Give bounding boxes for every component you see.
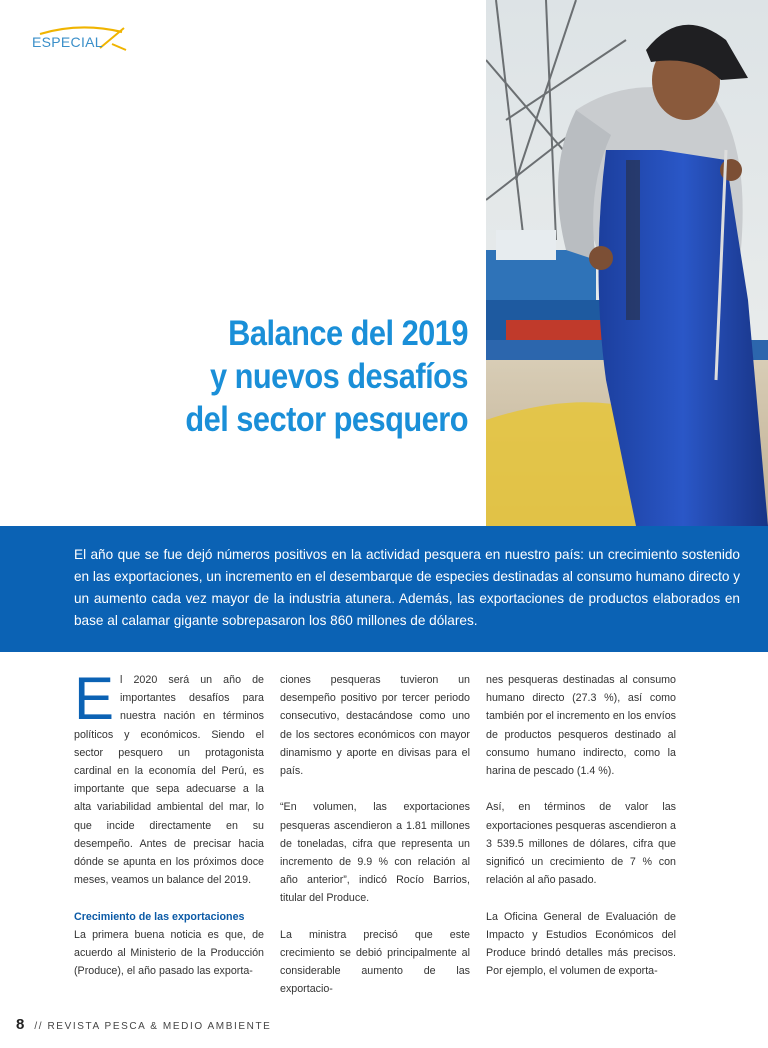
page-number: 8: [16, 1016, 25, 1033]
body-column-3: [486, 671, 676, 980]
section-tag: [30, 24, 130, 54]
intro-paragraph: [74, 665, 264, 889]
intro-text: l 2020 será un año de importantes desafíos para nuestra nación en términos políticos y económicos. Siendo el sector pesquero un protagonista cardinal en la economía del Perú, es importante que sepa adecuarse a la alta variabilidad ambiental del mar, lo que incide directamente en su desempeño. Antes de precisar hacia dónde se apunta en los próximos doce meses, veamos un balance del 2019.: [74, 674, 264, 887]
body-paragraph: La Oficina General de Evaluación de Impacto y Estudios Económicos del Produce brindó detalles más precisos. Por ejemplo, el volumen de exporta-: [486, 910, 676, 978]
page-footer: [16, 1016, 271, 1033]
body-paragraph: ciones pesqueras tuvieron un desempeño positivo por tercer periodo consecutivo, destacándose como uno de los sectores económicos con mayor dinamismo y aporte en divisas para el país.: [280, 674, 470, 778]
fisherman-photo: [486, 0, 768, 526]
headline-line-1: Balance del 2019: [228, 314, 468, 353]
body-paragraph: Así, en términos de valor las exportaciones pesqueras ascendieron a 3 539.5 millones de dólares, cifra que significó un crecimiento de 7 % con relación al año pasado.: [486, 801, 676, 887]
body-paragraph: nes pesqueras destinadas al consumo humano directo (27.3 %), así como también por el incremento en los envíos de productos pesqueros destinado al consumo humano indirecto, como la harina de pescado (1.4 %).: [486, 674, 676, 778]
drop-cap: E: [74, 665, 115, 732]
body-column-2: [280, 671, 470, 999]
lead-band: [0, 526, 768, 652]
lead-paragraph: El año que se fue dejó números positivos en la actividad pesquera en nuestro país: un crecimiento sostenido en las exportaciones, un incremento en el desembarque de especies destinadas al consumo humano directo y un aumento cada vez mayor de la industria atunera. Además, las exportaciones de productos elaborados en base al calamar gigante sobrepasaron los 860 millones de dólares.: [74, 547, 740, 628]
quote-paragraph: “En volumen, las exportaciones pesqueras ascendieron a 1.81 millones de toneladas, cifra que representa un incremento de 9.9 % con relación al año anterior”, indicó Rocío Barrios, titular del Produce.: [280, 801, 470, 905]
publication-name: // REVISTA PESCA & MEDIO AMBIENTE: [34, 1021, 272, 1032]
article-headline: [60, 312, 468, 441]
body-paragraph: La primera buena noticia es que, de acuerdo al Ministerio de la Producción (Produce), el año pasado las exporta-: [74, 928, 264, 978]
subheading: Crecimiento de las exportaciones: [74, 910, 245, 923]
headline-line-2: y nuevos desafíos: [209, 357, 468, 396]
body-column-1: [74, 665, 264, 980]
body-paragraph: La ministra precisó que este crecimiento se debió principalmente al considerable aumento de las exportacio-: [280, 928, 470, 996]
section-tag-label: ESPECIAL: [32, 34, 103, 50]
headline-line-3: del sector pesquero: [185, 400, 468, 439]
